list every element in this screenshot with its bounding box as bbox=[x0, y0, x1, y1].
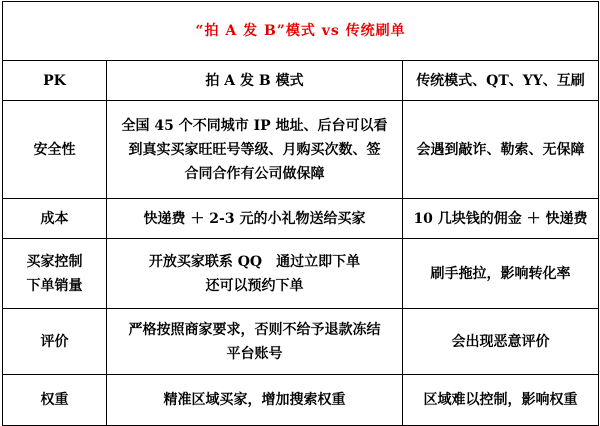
title-row bbox=[3, 2, 599, 61]
cell-line: 全国 45 个不同城市 IP 地址、后台可以看 bbox=[121, 117, 388, 134]
header-ab-mode: 拍 A 发 B 模式 bbox=[107, 61, 403, 101]
cell-line: 开放买家联系 QQ 通过立即下单 bbox=[148, 253, 361, 270]
row-ab-cell bbox=[107, 309, 403, 375]
cell-line: 合同合作有公司做保障 bbox=[184, 165, 325, 182]
row-label bbox=[3, 101, 107, 199]
cell-line: 快递费 ＋ 2-3 元的小礼物送给买家 bbox=[143, 210, 366, 227]
row-ab-cell bbox=[107, 199, 403, 239]
row-label-line: 成本 bbox=[40, 210, 69, 227]
row-label bbox=[3, 375, 107, 426]
table-row bbox=[3, 199, 599, 239]
header-pk: PK bbox=[3, 61, 107, 101]
row-traditional-cell bbox=[403, 309, 599, 375]
cell-line: 10 几块钱的佣金 ＋ 快递费 bbox=[413, 210, 588, 227]
row-label-line: 权重 bbox=[40, 392, 69, 408]
row-traditional-cell bbox=[403, 375, 599, 426]
table-title: “拍 A 发 B”模式 vs 传统刷单 bbox=[3, 2, 599, 61]
table-row bbox=[3, 101, 599, 199]
cell-line: 平台账号 bbox=[226, 345, 283, 362]
table-row bbox=[3, 309, 599, 375]
row-traditional-cell bbox=[403, 101, 599, 199]
row-ab-cell bbox=[107, 239, 403, 309]
cell-line: 区域难以控制，影响权重 bbox=[423, 392, 578, 408]
row-label-line: 评价 bbox=[40, 333, 69, 350]
header-traditional: 传统模式、QT、YY、互刷 bbox=[403, 61, 599, 101]
cell-line: 会遇到敲诈、勒索、无保障 bbox=[416, 141, 585, 158]
row-traditional-cell bbox=[403, 239, 599, 309]
cell-line: 还可以预约下单 bbox=[205, 277, 304, 294]
table-row bbox=[3, 375, 599, 426]
row-label-line: 安全性 bbox=[33, 141, 76, 158]
row-ab-cell bbox=[107, 101, 403, 199]
cell-line: 会出现恶意评价 bbox=[451, 333, 550, 350]
cell-line: 严格按照商家要求，否则不给予退款冻结 bbox=[128, 321, 381, 338]
row-ab-cell bbox=[107, 375, 403, 426]
cell-line: 到真实买家旺旺号等级、月购买次数、签 bbox=[128, 141, 381, 158]
table-row bbox=[3, 239, 599, 309]
row-label bbox=[3, 199, 107, 239]
cell-line: 精准区域买家，增加搜索权重 bbox=[163, 392, 346, 408]
row-label-line: 下单销量 bbox=[26, 277, 83, 294]
row-label-line: 买家控制 bbox=[26, 253, 83, 270]
row-traditional-cell bbox=[403, 199, 599, 239]
comparison-table bbox=[2, 1, 599, 426]
row-label bbox=[3, 239, 107, 309]
row-label bbox=[3, 309, 107, 375]
cell-line: 刷手拖拉，影响转化率 bbox=[430, 265, 571, 282]
header-row bbox=[3, 61, 599, 101]
